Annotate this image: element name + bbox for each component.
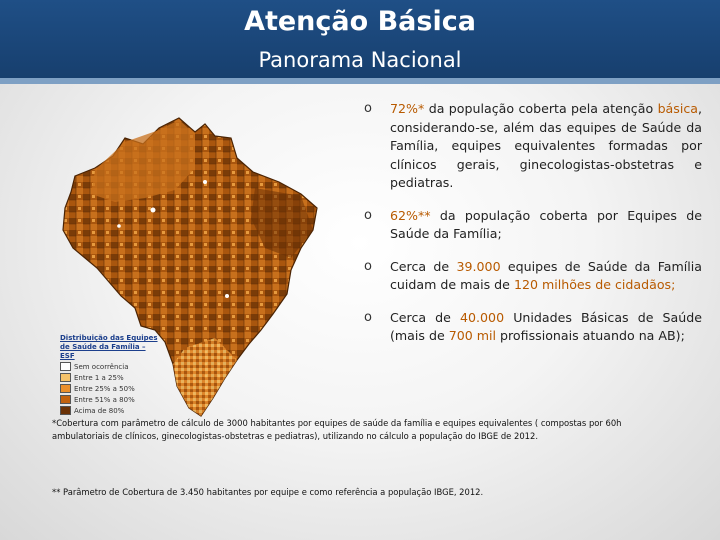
legend-item bbox=[60, 361, 158, 372]
bullet-text-segment: da população coberta por Equipes de Saúde da Família; bbox=[390, 207, 702, 241]
footnote-coverage: *Cobertura com parâmetro de cálculo de 3000 habitantes por equipes de saúde da família e equipes equivalentes ( compostas por 60h ambulatoriais de clínicos, ginecologistas-obstetras e pediatras), utilizando no cálculo a população do IBGE de 2012. bbox=[52, 418, 622, 441]
bullet-text bbox=[390, 208, 702, 242]
bullet-text bbox=[390, 259, 702, 293]
highlight-text: 40.000 bbox=[460, 309, 505, 325]
bullet-circle-icon: o bbox=[364, 309, 372, 325]
slide-subtitle: Panorama Nacional bbox=[258, 48, 462, 72]
legend-swatch bbox=[60, 373, 71, 382]
bullet-circle-icon: o bbox=[364, 207, 372, 223]
legend-item bbox=[60, 372, 158, 383]
bullet-text-segment: , considerando-se, além das equipes de Saúde da Família, equipes equivalentes formadas por clínicos gerais, ginecologistas-obstetras e pediatras. bbox=[390, 101, 702, 190]
bullet-item bbox=[364, 309, 702, 346]
bullet-text-segment: Cerca de bbox=[390, 258, 457, 274]
legend-swatch bbox=[60, 384, 71, 393]
bullet-text-segment: Cerca de bbox=[390, 309, 461, 325]
slide-title: Atenção Básica bbox=[244, 6, 476, 37]
legend-title: Distribuição das Equipes de Saúde da Família – ESF bbox=[60, 334, 158, 360]
bullet-text-segment: Unidades Básicas de Saúde (mais de bbox=[390, 309, 702, 343]
bullet-circle-icon: o bbox=[364, 258, 372, 274]
bullet-text-segment: equipes de Saúde da Família cuidam de mais de bbox=[390, 258, 702, 292]
bullet-text-segment: profissionais atuando na AB); bbox=[496, 328, 685, 343]
bullet-text bbox=[390, 310, 702, 344]
legend-item bbox=[60, 383, 158, 394]
footnote-parameter: ** Parâmetro de Cobertura de 3.450 habitantes por equipe e como referência a população IBGE, 2012. bbox=[52, 487, 484, 497]
highlight-text: 72%* bbox=[390, 101, 425, 116]
bullet-text-segment: da população coberta pela atenção bbox=[424, 101, 658, 116]
map-legend bbox=[60, 334, 158, 416]
highlight-text: básica bbox=[657, 101, 698, 116]
header-divider bbox=[0, 78, 720, 84]
bullet-item bbox=[364, 207, 702, 244]
title-banner bbox=[0, 0, 720, 78]
legend-swatch bbox=[60, 362, 71, 371]
legend-label: Sem ocorrência bbox=[74, 362, 129, 371]
legend-item bbox=[60, 394, 158, 405]
bullet-list bbox=[364, 100, 702, 360]
legend-label: Entre 25% a 50% bbox=[74, 384, 135, 393]
bullet-item bbox=[364, 100, 702, 193]
legend-label: Acima de 80% bbox=[74, 406, 125, 415]
highlight-text: 62%** bbox=[390, 207, 431, 223]
bullet-text bbox=[390, 101, 702, 190]
legend-item bbox=[60, 405, 158, 416]
legend-label: Entre 1 a 25% bbox=[74, 373, 124, 382]
bullet-circle-icon: o bbox=[364, 101, 372, 116]
highlight-text: 700 mil bbox=[448, 328, 497, 343]
legend-label: Entre 51% a 80% bbox=[74, 395, 135, 404]
legend-swatch bbox=[60, 406, 71, 415]
highlight-text: 39.000 bbox=[456, 258, 501, 274]
bullet-item bbox=[364, 258, 702, 295]
highlight-text: 120 milhões de cidadãos; bbox=[513, 277, 676, 292]
legend-swatch bbox=[60, 395, 71, 404]
